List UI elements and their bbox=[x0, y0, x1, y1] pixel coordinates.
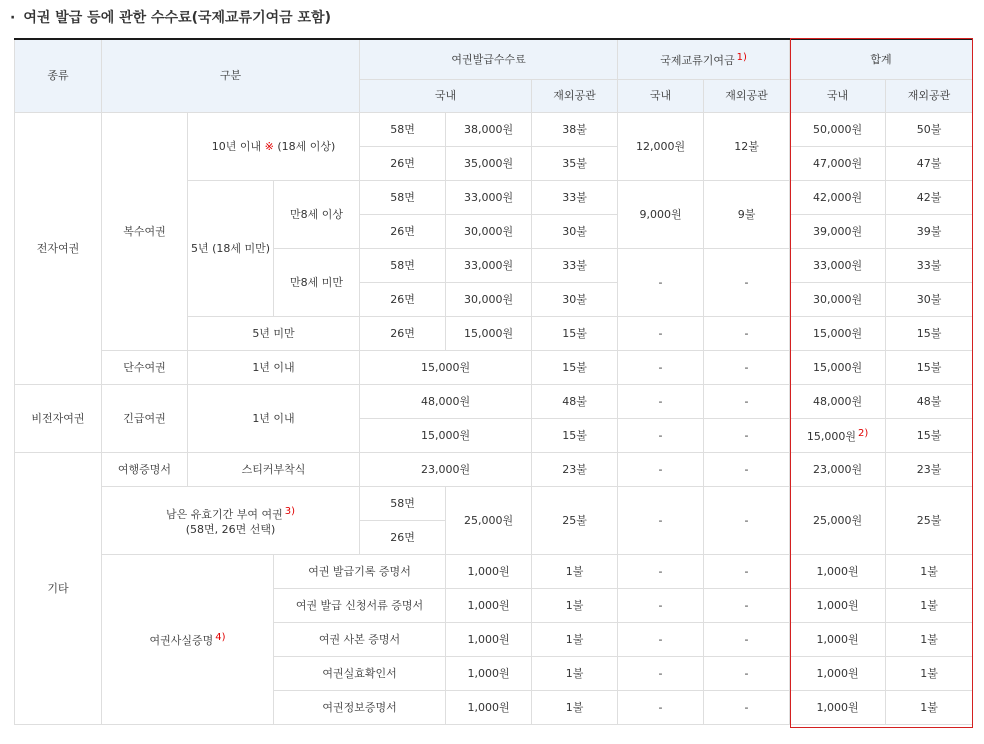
contribution-overseas-cell: - bbox=[704, 486, 790, 554]
period-cell: 5년 (18세 미만) bbox=[188, 180, 274, 316]
contribution-overseas-cell: - bbox=[704, 554, 790, 588]
pages-cell: 58면 bbox=[360, 248, 446, 282]
fee-overseas-cell: 48불 bbox=[532, 384, 618, 418]
pages-cell: 26면 bbox=[360, 282, 446, 316]
contribution-overseas-cell: - bbox=[704, 656, 790, 690]
contribution-overseas-cell: - bbox=[704, 452, 790, 486]
contribution-overseas-cell: 12불 bbox=[704, 112, 790, 180]
fee-domestic-cell: 33,000원 bbox=[446, 180, 532, 214]
total-domestic-cell: 25,000원 bbox=[790, 486, 886, 554]
total-domestic-cell: 42,000원 bbox=[790, 180, 886, 214]
period-cell: 여권 사본 증명서 bbox=[274, 622, 446, 656]
fee-domestic-cell: 15,000원 bbox=[360, 350, 532, 384]
fee-overseas-cell: 1불 bbox=[532, 656, 618, 690]
header-fee-overseas: 재외공관 bbox=[532, 79, 618, 112]
total-overseas-cell: 1불 bbox=[886, 588, 973, 622]
fee-overseas-cell: 33불 bbox=[532, 180, 618, 214]
fee-overseas-cell: 1불 bbox=[532, 622, 618, 656]
total-domestic-value: 15,000원 bbox=[806, 430, 856, 443]
period-cell: 5년 미만 bbox=[188, 316, 360, 350]
total-overseas-cell: 47불 bbox=[886, 146, 973, 180]
contribution-domestic-cell: - bbox=[618, 452, 704, 486]
type-label: 남은 유효기간 부여 여권 bbox=[166, 507, 283, 521]
fee-domestic-cell: 1,000원 bbox=[446, 622, 532, 656]
contribution-domestic-cell: 12,000원 bbox=[618, 112, 704, 180]
footnote-marker: 1) bbox=[736, 52, 747, 64]
total-domestic-cell: 48,000원 bbox=[790, 384, 886, 418]
fee-overseas-cell: 15불 bbox=[532, 418, 618, 452]
fee-domestic-cell: 15,000원 bbox=[446, 316, 532, 350]
fee-overseas-cell: 1불 bbox=[532, 554, 618, 588]
title-text: 여권 발급 등에 관한 수수료(국제교류기여금 포함) bbox=[23, 10, 331, 26]
note-mark: ※ bbox=[264, 139, 274, 153]
age-cell: 만8세 이상 bbox=[274, 180, 360, 248]
total-overseas-cell: 42불 bbox=[886, 180, 973, 214]
fee-overseas-cell: 15불 bbox=[532, 316, 618, 350]
type-cell: 단수여권 bbox=[102, 350, 188, 384]
total-overseas-cell: 1불 bbox=[886, 656, 973, 690]
fee-domestic-cell: 30,000원 bbox=[446, 214, 532, 248]
fee-overseas-cell: 25불 bbox=[532, 486, 618, 554]
header-fee-domestic: 국내 bbox=[360, 79, 532, 112]
contribution-domestic-cell: - bbox=[618, 588, 704, 622]
pages-cell: 26면 bbox=[360, 214, 446, 248]
period-cell bbox=[188, 112, 360, 180]
pages-cell: 58면 bbox=[360, 112, 446, 146]
fee-overseas-cell: 15불 bbox=[532, 350, 618, 384]
header-contribution-label: 국제교류기여금 bbox=[660, 54, 735, 68]
contribution-overseas-cell: 9불 bbox=[704, 180, 790, 248]
total-overseas-cell: 50불 bbox=[886, 112, 973, 146]
fee-overseas-cell: 35불 bbox=[532, 146, 618, 180]
total-domestic-cell: 47,000원 bbox=[790, 146, 886, 180]
footnote-marker: 2) bbox=[857, 428, 869, 439]
type-cell: 여행증명서 bbox=[102, 452, 188, 486]
contribution-domestic-cell: - bbox=[618, 248, 704, 316]
total-overseas-cell: 39불 bbox=[886, 214, 973, 248]
fee-domestic-cell: 1,000원 bbox=[446, 588, 532, 622]
total-domestic-cell: 1,000원 bbox=[790, 690, 886, 724]
period-cell: 1년 이내 bbox=[188, 350, 360, 384]
contribution-domestic-cell: - bbox=[618, 554, 704, 588]
header-total-domestic: 국내 bbox=[790, 79, 886, 112]
period-cell: 여권실효확인서 bbox=[274, 656, 446, 690]
kind-cell: 비전자여권 bbox=[15, 384, 102, 452]
contribution-domestic-cell: - bbox=[618, 622, 704, 656]
total-domestic-cell: 39,000원 bbox=[790, 214, 886, 248]
table-row bbox=[15, 486, 973, 520]
header-contribution-overseas: 재외공관 bbox=[704, 79, 790, 112]
section-title bbox=[10, 7, 331, 29]
contribution-domestic-cell: - bbox=[618, 316, 704, 350]
period-cell: 여권 발급기록 증명서 bbox=[274, 554, 446, 588]
pages-cell: 26면 bbox=[360, 316, 446, 350]
header-contribution bbox=[618, 39, 790, 79]
total-domestic-cell: 1,000원 bbox=[790, 588, 886, 622]
fee-domestic-cell: 1,000원 bbox=[446, 554, 532, 588]
header-contribution-domestic: 국내 bbox=[618, 79, 704, 112]
type-label: 여권사실증명 bbox=[149, 634, 214, 647]
contribution-overseas-cell: - bbox=[704, 588, 790, 622]
header-division: 구분 bbox=[102, 39, 360, 112]
fee-domestic-cell: 25,000원 bbox=[446, 486, 532, 554]
period-label: 10년 이내 bbox=[211, 139, 262, 153]
fee-table bbox=[14, 38, 973, 725]
type-cell: 복수여권 bbox=[102, 112, 188, 350]
fee-overseas-cell: 1불 bbox=[532, 588, 618, 622]
fee-overseas-cell: 1불 bbox=[532, 690, 618, 724]
period-cell: 스티커부착식 bbox=[188, 452, 360, 486]
contribution-overseas-cell: - bbox=[704, 622, 790, 656]
contribution-domestic-cell: - bbox=[618, 486, 704, 554]
header-total-overseas: 재외공관 bbox=[886, 79, 973, 112]
contribution-domestic-cell: - bbox=[618, 384, 704, 418]
total-overseas-cell: 15불 bbox=[886, 418, 973, 452]
pages-cell: 58면 bbox=[360, 486, 446, 520]
total-domestic-cell bbox=[790, 418, 886, 452]
fee-domestic-cell: 1,000원 bbox=[446, 690, 532, 724]
total-overseas-cell: 30불 bbox=[886, 282, 973, 316]
contribution-overseas-cell: - bbox=[704, 248, 790, 316]
contribution-overseas-cell: - bbox=[704, 418, 790, 452]
fee-domestic-cell: 33,000원 bbox=[446, 248, 532, 282]
table-row bbox=[15, 452, 973, 486]
fee-domestic-cell: 48,000원 bbox=[360, 384, 532, 418]
total-domestic-cell: 30,000원 bbox=[790, 282, 886, 316]
period-cell: 1년 이내 bbox=[188, 384, 360, 452]
kind-cell: 기타 bbox=[15, 452, 102, 724]
fee-domestic-cell: 38,000원 bbox=[446, 112, 532, 146]
fee-domestic-cell: 23,000원 bbox=[360, 452, 532, 486]
header-total: 합계 bbox=[790, 39, 973, 79]
contribution-overseas-cell: - bbox=[704, 316, 790, 350]
contribution-overseas-cell: - bbox=[704, 350, 790, 384]
contribution-domestic-cell: 9,000원 bbox=[618, 180, 704, 248]
total-domestic-cell: 50,000원 bbox=[790, 112, 886, 146]
total-domestic-cell: 23,000원 bbox=[790, 452, 886, 486]
total-domestic-cell: 1,000원 bbox=[790, 656, 886, 690]
contribution-overseas-cell: - bbox=[704, 690, 790, 724]
period-cell: 여권정보증명서 bbox=[274, 690, 446, 724]
fee-overseas-cell: 23불 bbox=[532, 452, 618, 486]
pages-cell: 26면 bbox=[360, 520, 446, 554]
footnote-marker: 4) bbox=[215, 632, 226, 643]
pages-cell: 58면 bbox=[360, 180, 446, 214]
total-overseas-cell: 48불 bbox=[886, 384, 973, 418]
fee-domestic-cell: 30,000원 bbox=[446, 282, 532, 316]
pages-cell: 26면 bbox=[360, 146, 446, 180]
total-overseas-cell: 33불 bbox=[886, 248, 973, 282]
contribution-domestic-cell: - bbox=[618, 656, 704, 690]
type-cell bbox=[102, 486, 360, 554]
total-domestic-cell: 33,000원 bbox=[790, 248, 886, 282]
total-domestic-cell: 1,000원 bbox=[790, 554, 886, 588]
contribution-domestic-cell: - bbox=[618, 418, 704, 452]
fee-domestic-cell: 1,000원 bbox=[446, 656, 532, 690]
type-sublabel: (58면, 26면 선택) bbox=[185, 522, 276, 536]
fee-overseas-cell: 30불 bbox=[532, 282, 618, 316]
contribution-overseas-cell: - bbox=[704, 384, 790, 418]
table-row bbox=[15, 112, 973, 146]
total-overseas-cell: 23불 bbox=[886, 452, 973, 486]
fee-overseas-cell: 33불 bbox=[532, 248, 618, 282]
kind-cell: 전자여권 bbox=[15, 112, 102, 384]
total-overseas-cell: 1불 bbox=[886, 554, 973, 588]
period-cell: 여권 발급 신청서류 증명서 bbox=[274, 588, 446, 622]
table-row bbox=[15, 384, 973, 418]
header-kind: 종류 bbox=[15, 39, 102, 112]
total-overseas-cell: 25불 bbox=[886, 486, 973, 554]
footnote-marker: 3) bbox=[284, 505, 296, 517]
table-row bbox=[15, 554, 973, 588]
contribution-domestic-cell: - bbox=[618, 690, 704, 724]
type-cell: 긴급여권 bbox=[102, 384, 188, 452]
total-domestic-cell: 15,000원 bbox=[790, 350, 886, 384]
title-bullet: · bbox=[10, 10, 16, 26]
total-overseas-cell: 15불 bbox=[886, 350, 973, 384]
total-domestic-cell: 1,000원 bbox=[790, 622, 886, 656]
table-row bbox=[15, 350, 973, 384]
header-passport-fee: 여권발급수수료 bbox=[360, 39, 618, 79]
total-overseas-cell: 1불 bbox=[886, 690, 973, 724]
total-domestic-cell: 15,000원 bbox=[790, 316, 886, 350]
fee-domestic-cell: 15,000원 bbox=[360, 418, 532, 452]
period-suffix: (18세 이상) bbox=[273, 139, 336, 153]
age-cell: 만8세 미만 bbox=[274, 248, 360, 316]
fee-overseas-cell: 38불 bbox=[532, 112, 618, 146]
total-overseas-cell: 1불 bbox=[886, 622, 973, 656]
fee-overseas-cell: 30불 bbox=[532, 214, 618, 248]
fee-domestic-cell: 35,000원 bbox=[446, 146, 532, 180]
total-overseas-cell: 15불 bbox=[886, 316, 973, 350]
type-cell bbox=[102, 554, 274, 724]
contribution-domestic-cell: - bbox=[618, 350, 704, 384]
